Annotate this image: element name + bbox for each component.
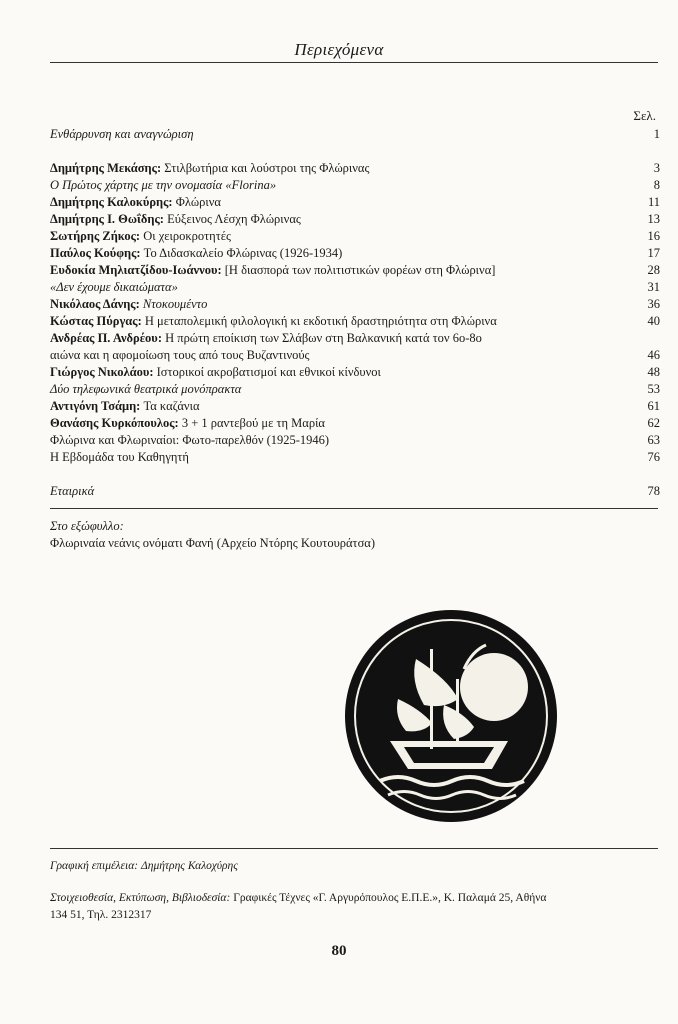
toc-entry: Δημήτρης Καλοκύρης: Φλώρινα xyxy=(50,195,221,209)
toc-entry: Ευδοκία Μηλιατζίδου-Ιωάννου: [Η διασπορά των πολιτιστικών φορέων στη Φλώρινα] xyxy=(50,263,496,277)
toc-title: Το Διδασκαλείο Φλώρινας (1926-1934) xyxy=(143,246,343,260)
toc-page: 78 xyxy=(647,484,660,498)
toc-page: 16 xyxy=(647,229,660,243)
toc-author: Ανδρέας Π. Ανδρέου xyxy=(50,331,158,345)
toc-title: Οι χειροκροτητές xyxy=(143,229,231,243)
toc-title: Εταιρικά xyxy=(50,484,95,498)
toc-author: Θανάσης Κυρκόπουλος xyxy=(50,416,175,430)
footer-rule xyxy=(50,848,658,849)
toc-entry xyxy=(50,347,310,364)
toc-page: 63 xyxy=(647,433,660,447)
toc-title: Ιστορικοί ακροβατισμοί και εθνικοί κίνδυνοι xyxy=(156,365,381,379)
toc-author: Κώστας Πύργας xyxy=(50,314,138,328)
header-rule xyxy=(50,62,658,63)
toc-entry: Παύλος Κούφης: Το Διδασκαλείο Φλώρινας (1926-1934) xyxy=(50,246,343,260)
cover-label: Στο εξώφυλλο: xyxy=(50,519,124,533)
toc-entry: Σωτήρης Ζήκος: Οι χειροκροτητές xyxy=(50,229,231,243)
cover-text: Φλωριναία νεάνις ονόματι Φανή (Αρχείο Ντόρης Κουτουράτσα) xyxy=(50,536,376,550)
toc-title: αιώνα και η αφομοίωση τους από τους Βυζαντινούς xyxy=(50,348,310,362)
toc-title: «Δεν έχουμε δικαιώματα» xyxy=(50,280,178,294)
toc-author: Δημήτρης Καλοκύρης xyxy=(50,195,169,209)
toc-page: 53 xyxy=(647,382,660,396)
print-text-2: 134 51, Τηλ. 2312317 xyxy=(50,909,152,921)
toc-author: Δημήτρης Μεκάσης xyxy=(50,161,157,175)
editor-label: Γραφική επιμέλεια: xyxy=(50,860,139,872)
toc-entry: Γιώργος Νικολάου: Ιστορικοί ακροβατισμοί και εθνικοί κίνδυνοι xyxy=(50,365,381,379)
toc-page: 1 xyxy=(653,127,660,141)
toc-page: 36 xyxy=(647,297,660,311)
toc-page: 62 xyxy=(647,416,660,430)
toc-entry xyxy=(50,177,276,194)
print-label: Στοιχειοθεσία, Εκτύπωση, Βιβλιοδεσία: xyxy=(50,892,231,904)
toc-entry xyxy=(50,279,178,296)
editor-name: Δημήτρης Καλοχύρης xyxy=(141,860,238,872)
toc-entry xyxy=(50,483,94,500)
page-number: 80 xyxy=(331,943,347,959)
toc-page: 3 xyxy=(653,161,660,175)
toc-author: Αντιγόνη Τσάμη xyxy=(50,399,137,413)
toc-author: Δημήτρης Ι. Θωΐδης xyxy=(50,212,160,226)
toc-title: [Η διασπορά των πολιτιστικών φορέων στη Φλώρινα] xyxy=(224,263,496,277)
toc-page: 28 xyxy=(647,263,660,277)
toc-author: Γιώργος Νικολάου xyxy=(50,365,150,379)
toc-author: Ευδοκία Μηλιατζίδου-Ιωάννου xyxy=(50,263,218,277)
toc-author: Παύλος Κούφης xyxy=(50,246,137,260)
toc-entry: Δημήτρης Μεκάσης: Στιλβωτήρια και λούστροι της Φλώρινας xyxy=(50,161,370,175)
print-text: Γραφικές Τέχνες «Γ. Αργυρόπουλος Ε.Π.Ε.», Κ. Παλαμά 25, Αθήνα xyxy=(233,892,547,904)
toc-entry xyxy=(50,449,189,466)
toc-entry: Νικόλαος Δάνης: Ντοκουμέντο xyxy=(50,297,208,311)
toc-page: 11 xyxy=(647,195,660,209)
ship-emblem xyxy=(344,609,558,823)
toc-entry: Ανδρέας Π. Ανδρέου: Η πρώτη εποίκιση των Σλάβων στη Βαλκανική κατά τον 6ο-8ο xyxy=(50,331,482,345)
toc-title: Δύο τηλεφωνικά θεατρικά μονόπρακτα xyxy=(50,382,242,396)
toc-entry: Αντιγόνη Τσάμη: Τα καζάνια xyxy=(50,399,200,413)
toc-title: 3 + 1 ραντεβού με τη Μαρία xyxy=(181,416,325,430)
toc-title: Εύξεινος Λέσχη Φλώρινας xyxy=(167,212,301,226)
toc-entry: Δημήτρης Ι. Θωΐδης: Εύξεινος Λέσχη Φλώρινας xyxy=(50,212,301,226)
page-column-label: Σελ. xyxy=(633,108,656,123)
toc-page: 61 xyxy=(647,399,660,413)
toc-title: Ντοκουμέντο xyxy=(142,297,208,311)
toc-entry: Θανάσης Κυρκόπουλος: 3 + 1 ραντεβού με τη Μαρία xyxy=(50,416,325,430)
toc-title: Στιλβωτήρια και λούστροι της Φλώρινας xyxy=(164,161,370,175)
toc-author: Σωτήρης Ζήκος xyxy=(50,229,136,243)
print-credit xyxy=(50,890,660,924)
toc-page: 46 xyxy=(647,348,660,362)
toc-title: Ο Πρώτος χάρτης με την ονομασία «Florina» xyxy=(50,178,277,192)
toc-title: Φλώρινα xyxy=(175,195,221,209)
toc-title: Τα καζάνια xyxy=(143,399,200,413)
toc-title: Φλώρινα και Φλωριναίοι: Φωτο-παρελθόν (1925-1946) xyxy=(50,433,330,447)
toc-author: Νικόλαος Δάνης xyxy=(50,297,136,311)
toc-page: 8 xyxy=(653,178,660,192)
toc-entry: Κώστας Πύργας: Η μεταπολεμική φιλολογική κι εκδοτική δραστηριότητα στη Φλώρινα xyxy=(50,314,497,328)
toc-page: 17 xyxy=(647,246,660,260)
toc-title: Η μεταπολεμική φιλολογική κι εκδοτική δραστηριότητα στη Φλώρινα xyxy=(144,314,497,328)
toc-entry xyxy=(50,432,329,449)
toc-page: 76 xyxy=(647,450,660,464)
toc-page: 13 xyxy=(647,212,660,226)
toc-title: Η πρώτη εποίκιση των Σλάβων στη Βαλκανική κατά τον 6ο-8ο xyxy=(165,331,482,345)
editor-credit xyxy=(50,858,660,875)
toc-bottom-rule xyxy=(50,508,658,509)
toc-page: 40 xyxy=(647,314,660,328)
page-title: Περιεχόμενα xyxy=(294,40,384,59)
toc-page: 31 xyxy=(647,280,660,294)
toc-title: Η Εβδομάδα του Καθηγητή xyxy=(50,450,189,464)
toc-entry xyxy=(50,126,194,143)
toc-title: Ενθάρρυνση και αναγνώριση xyxy=(50,127,194,141)
cover-note xyxy=(50,518,375,552)
toc-entry xyxy=(50,381,241,398)
toc-page: 48 xyxy=(647,365,660,379)
